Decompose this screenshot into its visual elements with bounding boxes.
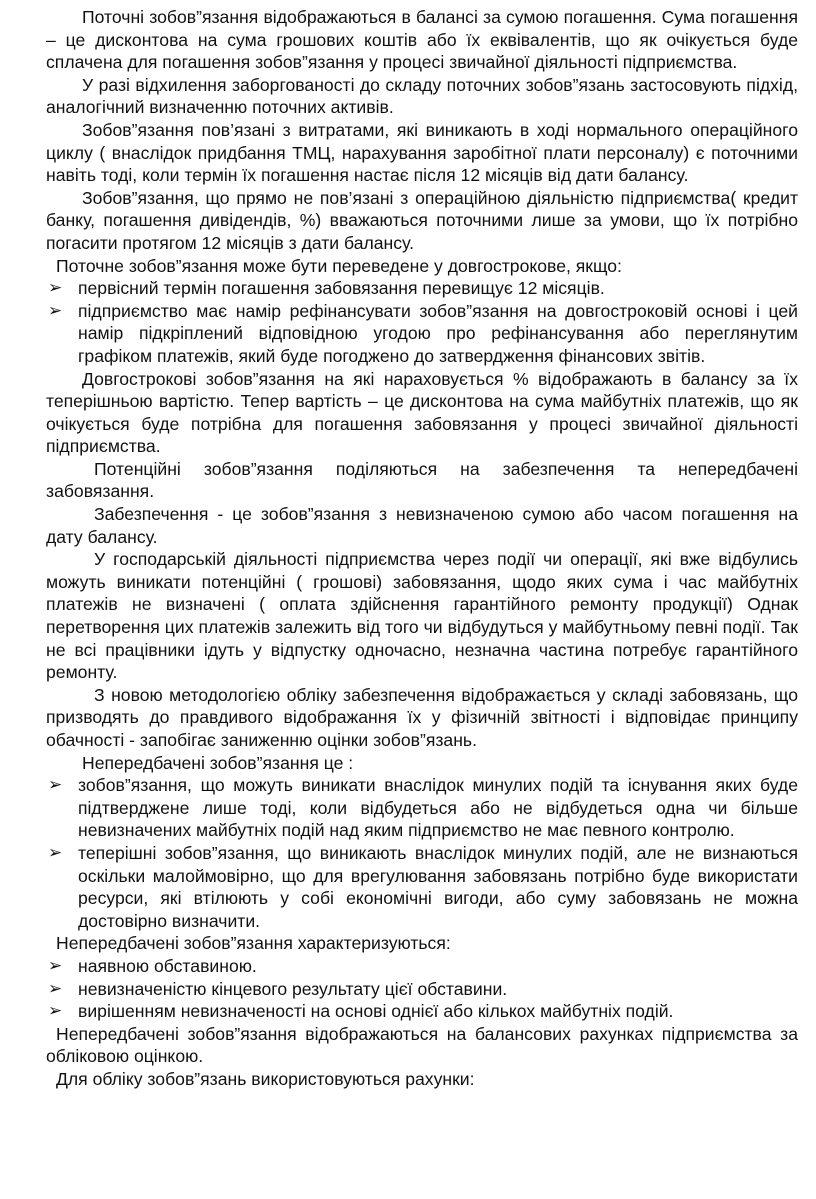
list-item-text: зобов”язання, що можуть виникати внаслідок минулих подій та існування яких буде підтверджене лише тоді, коли відбудеться або не відбудеться одна чи більше невизначених майбутніх подій над яким підприємство не має певного контролю. <box>78 775 798 841</box>
list-item <box>46 955 798 978</box>
paragraph-new-methodology: З новою методологією обліку забезпечення відображається у складі забовязань, що призводять до правдивого відображання їх у фізичній звітності і відповідає принципу обачності - запобігає заниженню оцінки зобов”язань. <box>46 684 798 750</box>
paragraph-economic-activity: У господарській діяльності підприємства через події чи операції, які вже відбулись можуть виникати потенційні ( грошові) забовязання, щодо яких сума і час майбутніх платежів не визначені ( оплата здійснення гарантійного ремонту продукції) Однак перетворення цих платежів залежить від того чи відбудуться у майбутньому певні події. Так не всі працівники ідуть у відпустку одночасно, незначна частина потребує гарантійного ремонту. <box>46 549 798 683</box>
list-item <box>46 774 798 842</box>
paragraph-potential-liabilities: Потенційні зобов”язання поділяються на забезпечення та непередбачені забовязання. <box>46 458 798 502</box>
list-item-text: невизначеністю кінцевого результату цієї обставини. <box>78 978 508 999</box>
arrow-bullet-icon: ➢ <box>48 955 63 976</box>
arrow-bullet-icon: ➢ <box>48 300 63 321</box>
paragraph-debt-deviation: У разі відхилення заборгованості до складу поточних зобов”язань застосовують підхід, аналогічний визначенню поточних активів. <box>46 74 798 118</box>
list-item-text: первісний термін погашення забовязання перевищує 12 місяців. <box>78 278 605 299</box>
paragraph-non-operating-liabilities: Зобов”язання, що прямо не пов’язані з операційною діяльністю підприємства( кредит банку, погашення дивідендів, %) вважаються поточними лише за умови, що їх потрібно погасити протягом 12 місяців з дати балансу. <box>46 187 798 253</box>
paragraph-transfer-to-long-term: Поточне зобов”язання може бути переведене у довгострокове, якщо: <box>56 255 622 276</box>
arrow-bullet-icon: ➢ <box>48 278 63 299</box>
paragraph-provisions-definition: Забезпечення - це зобов”язання з невизначеною сумою або часом погашення на дату балансу. <box>46 504 798 547</box>
list-item <box>46 1000 798 1023</box>
list-item-text: вирішенням невизначеності на основі однієї або кількох майбутніх подій. <box>78 1001 674 1022</box>
list-item <box>46 277 798 300</box>
list-item-text: теперішні зобов”язання, що виникають внаслідок минулих подій, але не визнаються оскільки малоймовірно, що для врегулювання забовязань потрібно буде використати ресурси, які втілюють у собі економічні вигоди, або суму забовязань не можна достовірно визначити. <box>78 842 798 931</box>
paragraph-contingent-balance-reflection: Непередбачені зобов”язання відображаються на балансових рахунках підприємства за обліковою оцінкою. <box>46 1023 798 1067</box>
paragraph-contingent-liabilities-intro: Непередбачені зобов”язання це : <box>82 752 354 773</box>
paragraph-accounts-intro: Для обліку зобов”язань використовуються рахунки: <box>56 1068 475 1089</box>
list-item <box>46 842 798 932</box>
paragraph-current-liabilities-measurement: Поточні зобов”язання відображаються в балансі за сумою погашення. Сума погашення – це дисконтова на сума грошових коштів або їх еквівалентів, що як очікується буде сплачена для погашення зобов”язання у процесі звичайної діяльності підприємства. <box>46 7 798 73</box>
list-item <box>46 978 798 1001</box>
bullet-list-transfer-conditions <box>46 277 798 367</box>
list-item <box>46 300 798 368</box>
arrow-bullet-icon: ➢ <box>48 775 63 796</box>
paragraph-long-term-liabilities: Довгострокові зобов”язання на які нараховується % відображають в балансу за їх теперішньою вартістю. Тепер вартість – це дисконтова на сума майбутніх платежів, що як очікується буде потрібна для погашення забовязання у процесі звичайної діяльності підприємства. <box>46 368 798 457</box>
arrow-bullet-icon: ➢ <box>48 842 63 863</box>
bullet-list-characteristics <box>46 955 798 1023</box>
arrow-bullet-icon: ➢ <box>48 1001 63 1022</box>
list-item-text: підприємство має намір рефінансувати зобов”язання на довгостроковій основі і цей намір підкріплений відповідною угодою про рефінансування або переглянутим графіком платежів, який буде погоджено до затвердження фінансових звітів. <box>78 300 798 366</box>
paragraph-operating-cycle-liabilities: Зобов”язання пов’язані з витратами, які виникають в ході нормального операційного циклу ( внаслідок придбання ТМЦ, нарахування заробітної плати персоналу) є поточними навіть тоді, коли термін їх погашення настає після 12 місяців від дати балансу. <box>46 119 798 186</box>
bullet-list-contingent-liabilities <box>46 774 798 932</box>
paragraph-contingent-characteristics: Непередбачені зобов”язання характеризуються: <box>56 933 451 954</box>
arrow-bullet-icon: ➢ <box>48 978 63 999</box>
list-item-text: наявною обставиною. <box>78 955 257 976</box>
